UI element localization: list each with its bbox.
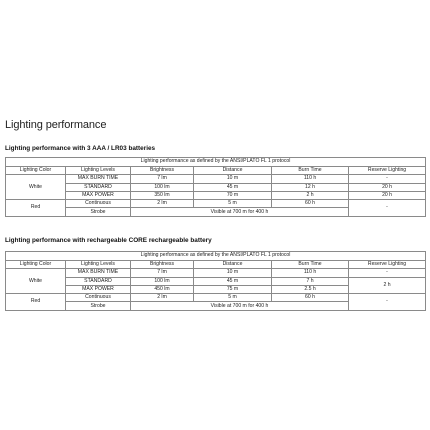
brightness-cell: 100 lm [131,183,194,191]
header-lighting-levels: Lighting Levels [66,167,131,175]
table-row [6,294,426,302]
brightness-cell: 350 lm [131,191,194,199]
color-cell-white: White [6,175,66,200]
burn-time-cell: 12 h [272,183,349,191]
color-cell-white: White [6,269,66,294]
distance-cell: 70 m [194,191,272,199]
reserve-cell: - [349,200,426,217]
level-cell: STANDARD [66,183,131,191]
distance-cell: 45 m [194,277,272,285]
distance-cell: 45 m [194,183,272,191]
level-cell: Continuous [66,294,131,302]
header-brightness: Brightness [131,167,194,175]
brightness-cell: 7 lm [131,269,194,277]
strobe-note-cell: Visible at 700 m for 400 h [131,208,349,216]
table-row [6,191,426,199]
burn-time-cell: 110 h [272,175,349,183]
distance-cell: 5 m [194,294,272,302]
burn-time-cell: 2 h [272,191,349,199]
header-distance: Distance [194,261,272,269]
table-caption-row [6,158,426,167]
header-lighting-levels: Lighting Levels [66,261,131,269]
page-title: Lighting performance [5,119,107,131]
distance-cell: 75 m [194,285,272,293]
brightness-cell: 7 lm [131,175,194,183]
header-lighting-color: Lighting Color [6,261,66,269]
burn-time-cell: 2.5 h [272,285,349,293]
header-burn-time: Burn Time [272,167,349,175]
level-cell: Strobe [66,208,131,216]
brightness-cell: 100 lm [131,277,194,285]
color-cell-red: Red [6,294,66,311]
level-cell: MAX POWER [66,191,131,199]
brightness-cell: 2 lm [131,200,194,208]
table-header-row [6,167,426,175]
reserve-cell: - [349,294,426,311]
header-brightness: Brightness [131,261,194,269]
burn-time-cell: 110 h [272,269,349,277]
table-caption-row [6,252,426,261]
table-caption: Lighting performance as defined by the ANSI/PLATO FL 1 protocol [6,252,426,261]
reserve-cell: 20 h [349,191,426,199]
table-row [6,269,426,277]
burn-time-cell: 7 h [272,277,349,285]
level-cell: MAX BURN TIME [66,269,131,277]
performance-table-batteries [5,157,426,217]
burn-time-cell: 60 h [272,294,349,302]
performance-table-rechargeable [5,251,426,311]
header-reserve-lighting: Reserve Lighting [349,167,426,175]
header-burn-time: Burn Time [272,261,349,269]
table-caption: Lighting performance as defined by the ANSI/PLATO FL 1 protocol [6,158,426,167]
table-header-row [6,261,426,269]
level-cell: MAX POWER [66,285,131,293]
level-cell: MAX BURN TIME [66,175,131,183]
burn-time-cell: 60 h [272,200,349,208]
brightness-cell: 2 lm [131,294,194,302]
strobe-note-cell: Visible at 700 m for 400 h [131,302,349,310]
section-title-rechargeable: Lighting performance with rechargeable CORE rechargeable battery [5,237,212,244]
header-reserve-lighting: Reserve Lighting [349,261,426,269]
table-row [6,175,426,183]
table-row [6,183,426,191]
table-row [6,200,426,208]
brightness-cell: 450 lm [131,285,194,293]
level-cell: STANDARD [66,277,131,285]
color-cell-red: Red [6,200,66,217]
distance-cell: 5 m [194,200,272,208]
reserve-cell: - [349,269,426,277]
header-distance: Distance [194,167,272,175]
section-title-batteries: Lighting performance with 3 AAA / LR03 batteries [5,145,156,152]
level-cell: Strobe [66,302,131,310]
reserve-cell: 2 h [349,277,426,294]
distance-cell: 10 m [194,175,272,183]
table-row [6,277,426,285]
level-cell: Continuous [66,200,131,208]
reserve-cell: - [349,175,426,183]
header-lighting-color: Lighting Color [6,167,66,175]
reserve-cell: 20 h [349,183,426,191]
distance-cell: 10 m [194,269,272,277]
